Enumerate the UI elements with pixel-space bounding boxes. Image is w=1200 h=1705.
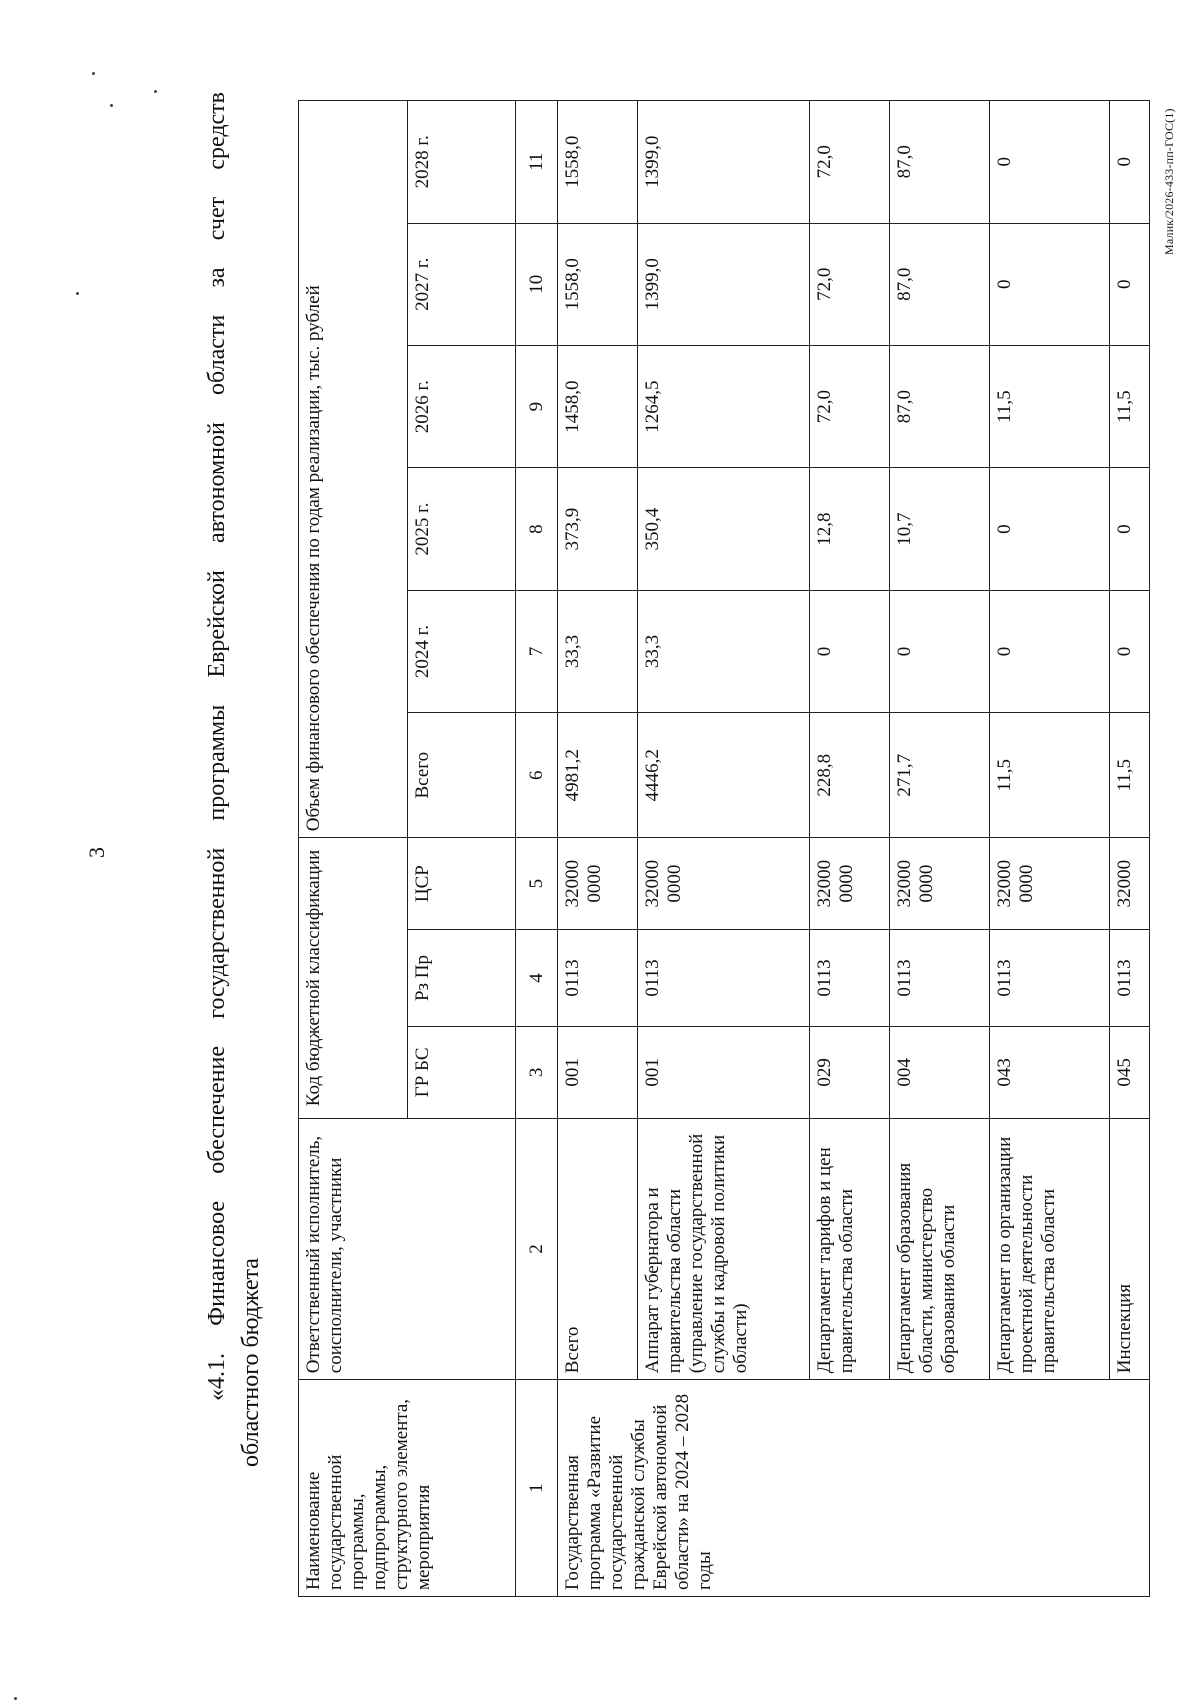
table-row — [558, 101, 638, 1597]
csr-cell: 32000 — [1110, 838, 1150, 930]
header-grbs: ГР БС — [407, 1026, 516, 1118]
col-number: 4 — [516, 930, 558, 1027]
value-2025: 12,8 — [810, 468, 890, 590]
total-cell: 4981,2 — [558, 713, 638, 838]
title-word: «4.1. — [204, 1353, 230, 1401]
title-word: за — [204, 267, 230, 288]
title-word: средств — [204, 92, 230, 170]
grbs-cell: 043 — [990, 1026, 1110, 1118]
col-number: 3 — [516, 1026, 558, 1118]
total-cell: 228,8 — [810, 713, 890, 838]
document-title — [200, 92, 268, 1467]
value-2026: 11,5 — [990, 345, 1110, 467]
title-line-1 — [200, 92, 234, 1467]
title-word: автономной — [204, 422, 230, 543]
value-2026: 11,5 — [1110, 345, 1150, 467]
executor-cell: Департамент образования области, министерство образования области — [890, 1118, 990, 1379]
table-row — [890, 101, 990, 1597]
value-2024: 0 — [990, 590, 1110, 712]
table-row — [990, 101, 1110, 1597]
col-number: 2 — [516, 1118, 558, 1379]
csr-cell: 32000 0000 — [990, 838, 1110, 930]
value-2028: 1399,0 — [638, 101, 810, 224]
value-2024: 33,3 — [638, 590, 810, 712]
rzpr-cell: 0113 — [638, 930, 810, 1027]
value-2028: 0 — [990, 101, 1110, 224]
value-2028: 87,0 — [890, 101, 990, 224]
header-2028: 2028 г. — [407, 101, 516, 224]
executor-cell: Всего — [558, 1118, 638, 1379]
value-2025: 350,4 — [638, 468, 810, 590]
value-2027: 1558,0 — [558, 223, 638, 345]
value-2026: 87,0 — [890, 345, 990, 467]
header-executor: Ответственный исполнитель, соисполнители, участники — [299, 1118, 516, 1379]
title-line-2: областного бюджета — [238, 1258, 264, 1467]
value-2027: 0 — [990, 223, 1110, 345]
total-cell: 4446,2 — [638, 713, 810, 838]
value-2026: 1458,0 — [558, 345, 638, 467]
total-cell: 11,5 — [1110, 713, 1150, 838]
value-2028: 1558,0 — [558, 101, 638, 224]
executor-cell: Инспекция — [1110, 1118, 1150, 1379]
value-2025: 0 — [990, 468, 1110, 590]
header-row-1 — [299, 101, 408, 1597]
column-numbers-row — [516, 101, 558, 1597]
col-number: 6 — [516, 713, 558, 838]
col-number: 1 — [516, 1380, 558, 1597]
col-number: 11 — [516, 101, 558, 224]
header-2027: 2027 г. — [407, 223, 516, 345]
csr-cell: 32000 0000 — [558, 838, 638, 930]
financing-table — [298, 100, 1150, 1597]
col-number: 9 — [516, 345, 558, 467]
scan-speck — [92, 72, 95, 75]
col-number: 8 — [516, 468, 558, 590]
total-cell: 271,7 — [890, 713, 990, 838]
col-number: 7 — [516, 590, 558, 712]
rzpr-cell: 0113 — [1110, 930, 1150, 1027]
col-number: 10 — [516, 223, 558, 345]
value-2027: 87,0 — [890, 223, 990, 345]
value-2025: 0 — [1110, 468, 1150, 590]
table-row — [638, 101, 810, 1597]
value-2026: 72,0 — [810, 345, 890, 467]
header-2026: 2026 г. — [407, 345, 516, 467]
grbs-cell: 001 — [558, 1026, 638, 1118]
csr-cell: 32000 0000 — [638, 838, 810, 930]
value-2024: 0 — [1110, 590, 1150, 712]
rzpr-cell: 0113 — [990, 930, 1110, 1027]
value-2024: 33,3 — [558, 590, 638, 712]
title-word: обеспечение — [204, 1045, 230, 1174]
header-csr: ЦСР — [407, 838, 516, 930]
value-2025: 10,7 — [890, 468, 990, 590]
executor-cell: Департамент по организации проектной деятельности правительства области — [990, 1118, 1110, 1379]
total-cell: 11,5 — [990, 713, 1110, 838]
title-word: счет — [204, 196, 230, 241]
header-total: Всего — [407, 713, 516, 838]
title-word: области — [204, 314, 230, 395]
table-row — [810, 101, 890, 1597]
rzpr-cell: 0113 — [890, 930, 990, 1027]
value-2027: 0 — [1110, 223, 1150, 345]
title-word: государственной — [204, 847, 230, 1019]
header-volume: Объем финансового обеспечения по годам реализации, тыс. рублей — [299, 101, 408, 838]
scan-speck — [110, 104, 113, 107]
executor-cell: Департамент тарифов и цен правительства области — [810, 1118, 890, 1379]
header-2024: 2024 г. — [407, 590, 516, 712]
value-2027: 1399,0 — [638, 223, 810, 345]
value-2027: 72,0 — [810, 223, 890, 345]
grbs-cell: 029 — [810, 1026, 890, 1118]
title-word: Еврейской — [204, 570, 230, 678]
value-2024: 0 — [810, 590, 890, 712]
value-2024: 0 — [890, 590, 990, 712]
title-word: Финансовое — [204, 1200, 230, 1326]
scan-speck — [14, 1697, 17, 1700]
grbs-cell: 001 — [638, 1026, 810, 1118]
program-name: Государственная программа «Развитие государственной гражданской службы Еврейской автономной области» на 2024 – 2028 годы — [558, 1380, 1150, 1597]
rzpr-cell: 0113 — [558, 930, 638, 1027]
document-code: Малик/2026-433-пп-ГОС(1) — [1162, 108, 1176, 255]
rzpr-cell: 0113 — [810, 930, 890, 1027]
grbs-cell: 045 — [1110, 1026, 1150, 1118]
csr-cell: 32000 0000 — [890, 838, 990, 930]
value-2026: 1264,5 — [638, 345, 810, 467]
value-2025: 373,9 — [558, 468, 638, 590]
grbs-cell: 004 — [890, 1026, 990, 1118]
header-rzpr: Рз Пр — [407, 930, 516, 1027]
title-word: программы — [204, 704, 230, 821]
table-row — [1110, 101, 1150, 1597]
value-2028: 0 — [1110, 101, 1150, 224]
value-2028: 72,0 — [810, 101, 890, 224]
scan-speck — [76, 292, 79, 295]
executor-cell: Аппарат губернатора и правительства области (управление государственной службы и кадровой политики области) — [638, 1118, 810, 1379]
page-number: 3 — [84, 847, 109, 858]
scan-speck — [154, 90, 157, 93]
header-name: Наименование государственной программы, подпрограммы, структурного элемента, мероприятия — [299, 1380, 516, 1597]
col-number: 5 — [516, 838, 558, 930]
csr-cell: 32000 0000 — [810, 838, 890, 930]
header-budget-code: Код бюджетной классификации — [299, 838, 408, 1119]
header-2025: 2025 г. — [407, 468, 516, 590]
